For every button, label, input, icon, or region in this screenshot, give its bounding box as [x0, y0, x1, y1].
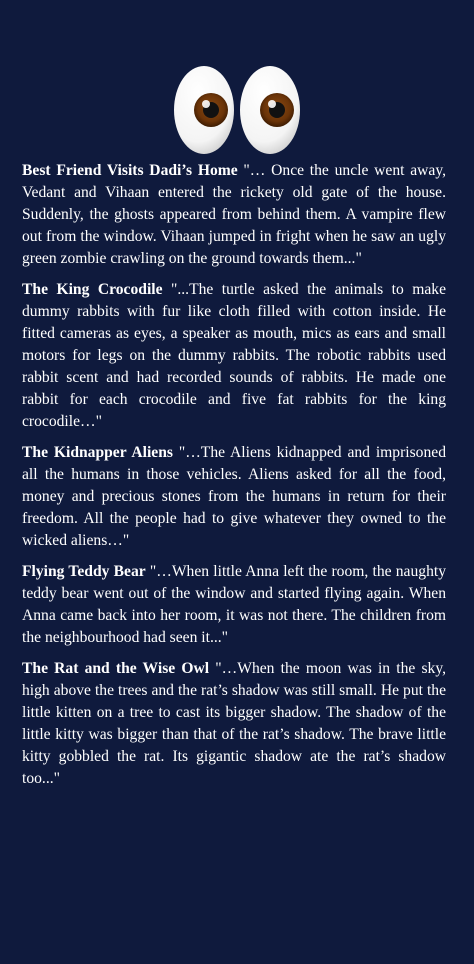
eyes-emoji-icon	[168, 60, 308, 160]
story-title: The King Crocodile	[22, 281, 163, 298]
story-excerpt: "…The Aliens kidnapped and imprisoned all the humans in those vehicles. Aliens asked for all the food, money and precious stones from the humans in return for their freedom. All the people had to give whatever they owned to the wicked aliens…"	[22, 444, 446, 549]
story-excerpt: "…When little Anna left the room, the naughty teddy bear went out of the window and started flying again. When Anna came back into her room, it was not there. The children from the neighbourhood had seen it..."	[22, 563, 446, 646]
story-title: The Kidnapper Aliens	[22, 444, 173, 461]
story-item	[22, 279, 446, 433]
story-excerpt: "...The turtle asked the animals to make dummy rabbits with fur like cloth filled with cotton inside. He fitted cameras as eyes, a speaker as mouth, mics as ears and small motors for legs on the dummy rabbits. The robotic rabbits used rabbit scent and had recorded sounds of rabbits. He made one rabbit for each crocodile and five fat rabbits for the king crocodile…"	[22, 281, 446, 430]
story-title: Best Friend Visits Dadi’s Home	[22, 162, 238, 179]
story-excerpt: "… Once the uncle went away, Vedant and Vihaan entered the rickety old gate of the house. Suddenly, the ghosts appeared from behind them. A vampire flew out from the window. Vihaan jumped in fright when he saw an ugly green zombie crawling on the ground towards them..."	[22, 162, 446, 267]
story-title: Flying Teddy Bear	[22, 563, 146, 580]
story-excerpt: "…When the moon was in the sky, high above the trees and the rat’s shadow was still small. He put the little kitten on a tree to cast its bigger shadow. The shadow of the little kitty was bigger than that of the rat’s shadow. The brave little kitty gobbled the rat. Its gigantic shadow ate the rat’s shadow too..."	[22, 660, 447, 787]
right-eye	[240, 66, 300, 154]
story-list	[22, 160, 446, 799]
story-title: The Rat and the Wise Owl	[22, 660, 210, 677]
story-item	[22, 658, 446, 790]
story-item	[22, 442, 446, 552]
story-item	[22, 160, 446, 270]
left-eye	[174, 66, 234, 154]
story-item	[22, 561, 446, 649]
